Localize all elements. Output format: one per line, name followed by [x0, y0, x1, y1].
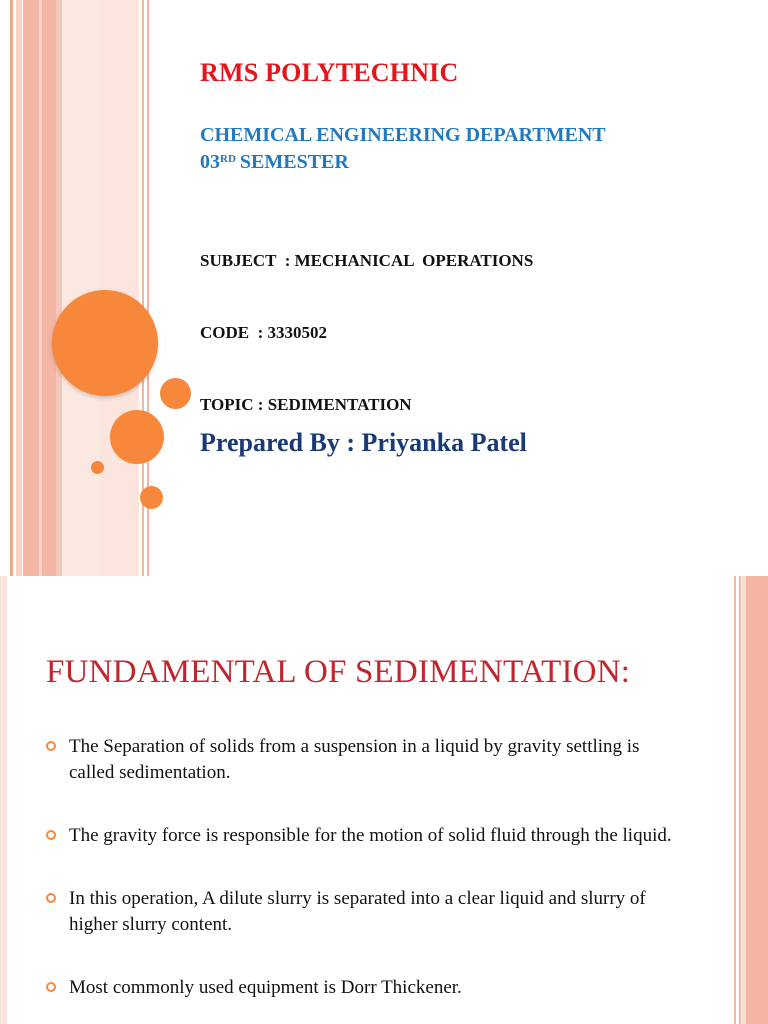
prepared-by: Prepared By : Priyanka Patel	[200, 428, 527, 457]
department-name: CHEMICAL ENGINEERING DEPARTMENT	[200, 124, 606, 146]
bullet-circle-icon	[46, 830, 56, 840]
bullet-circle-icon	[46, 893, 56, 903]
bullet-text: Most commonly used equipment is Dorr Thickener.	[69, 977, 462, 998]
bullet-item	[46, 823, 686, 849]
institute-title: RMS POLYTECHNIC	[200, 58, 459, 87]
slide-title: FUNDAMENTAL OF SEDIMENTATION:	[46, 654, 631, 690]
decorative-stripe	[746, 576, 768, 1024]
semester-line	[200, 149, 606, 179]
code-line: CODE : 3330502	[200, 323, 328, 342]
bullet-text: The Separation of solids from a suspension in a liquid by gravity settling is called sedimentation.	[69, 736, 640, 783]
bullet-item	[46, 734, 686, 786]
decorative-stripe	[10, 0, 13, 576]
bullet-text: In this operation, A dilute slurry is separated into a clear liquid and slurry of higher slurry content.	[69, 888, 646, 935]
bullet-item	[46, 886, 686, 938]
decorative-circle	[160, 378, 191, 409]
decorative-stripe	[23, 0, 39, 576]
semester-ordinal: RD	[220, 153, 236, 165]
bullet-list	[46, 734, 686, 1024]
bullet-circle-icon	[46, 741, 56, 751]
course-info	[200, 201, 533, 465]
semester-word: SEMESTER	[239, 151, 349, 173]
bullet-circle-icon	[46, 982, 56, 992]
topic-line: TOPIC : SEDIMENTATION	[200, 395, 412, 414]
decorative-circle	[91, 461, 104, 474]
decorative-stripe	[734, 576, 736, 1024]
content-slide	[0, 576, 768, 1024]
decorative-circle	[110, 410, 164, 464]
decorative-stripe	[42, 0, 56, 576]
decorative-stripe	[16, 0, 22, 576]
subject-line: SUBJECT : MECHANICAL OPERATIONS	[200, 251, 534, 270]
decorative-stripe	[62, 0, 99, 576]
decorative-circle	[140, 486, 163, 509]
decorative-circle-large	[52, 290, 158, 396]
bullet-item	[46, 975, 686, 1001]
bullet-text: The gravity force is responsible for the motion of solid fluid through the liquid.	[69, 825, 672, 846]
department-heading	[200, 122, 606, 179]
decorative-stripe	[0, 576, 7, 1024]
decorative-stripe	[99, 0, 139, 576]
semester-number: 03	[200, 151, 220, 173]
decorative-stripe	[739, 576, 741, 1024]
